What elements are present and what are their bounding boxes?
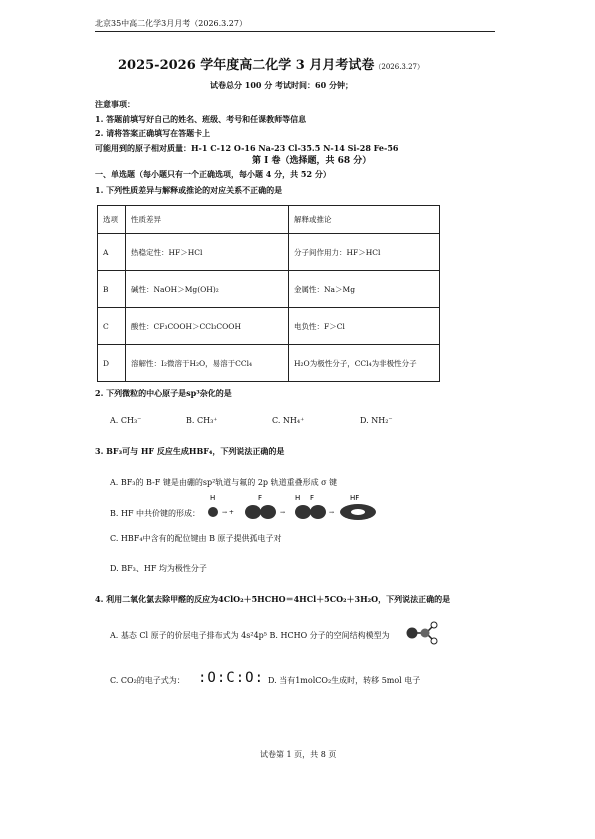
section-title: 第 I 卷（选择题，共 68 分） bbox=[252, 156, 372, 166]
table-cell: 热稳定性：HF＞HCl bbox=[126, 234, 289, 271]
h-orbital bbox=[208, 507, 218, 517]
exam-title bbox=[118, 54, 424, 73]
table-row bbox=[98, 345, 440, 382]
page-footer: 试卷第 1 页，共 8 页 bbox=[260, 750, 337, 759]
running-header: 北京35中高二化学3月月考（2026.3.27） bbox=[95, 19, 247, 28]
table-cell: 碱性：NaOH＞Mg(OH)₂ bbox=[126, 271, 289, 308]
f-orbital-lobe bbox=[260, 505, 276, 519]
note-item: 2. 请将答案正确填写在答题卡上 bbox=[95, 128, 211, 138]
diagram-label: H bbox=[210, 494, 216, 502]
table-cell: H₂O为极性分子，CCl₄为非极性分子 bbox=[289, 345, 440, 382]
question-3-stem: 3. BF₃可与 HF 反应生成HBF₄，下列说法正确的是 bbox=[95, 446, 285, 456]
overlap-lobe bbox=[295, 505, 311, 519]
table-cell: C bbox=[98, 308, 126, 345]
question-3-option-c: C. HBF₄中含有的配位键由 B 原子提供孤电子对 bbox=[110, 534, 282, 543]
orbital-overlap-diagram bbox=[205, 492, 385, 524]
table-cell: 金属性：Na＞Mg bbox=[289, 271, 440, 308]
arrow-icon: → bbox=[280, 509, 286, 516]
question-4-option-d: D. 当有1molCO₂生成时，转移 5mol 电子 bbox=[268, 676, 421, 685]
question-1-stem: 1. 下列性质差异与解释或推论的对应关系不正确的是 bbox=[95, 185, 283, 195]
question-2-option: D. NH₂⁻ bbox=[360, 416, 393, 425]
question-4-stem: 4. 利用二氧化氯去除甲醛的反应为4ClO₂＋5HCHO＝4HCl＋5CO₂＋3H₂O，下列说法正确的是 bbox=[95, 594, 451, 604]
diagram-label: HF bbox=[350, 494, 360, 502]
table-header-cell: 选项 bbox=[98, 206, 126, 234]
exam-info: 试卷总分 100 分 考试时间：60 分钟； bbox=[210, 80, 353, 90]
table-cell: B bbox=[98, 271, 126, 308]
table-cell: A bbox=[98, 234, 126, 271]
table-cell: D bbox=[98, 345, 126, 382]
header-rule bbox=[95, 31, 495, 32]
table-row bbox=[98, 234, 440, 271]
table-row bbox=[98, 308, 440, 345]
carbon-atom bbox=[421, 629, 430, 638]
oxygen-atom bbox=[407, 628, 418, 639]
note-item: 1. 答题前填写好自己的姓名、班级、考号和任课教师等信息 bbox=[95, 113, 307, 124]
overlap-lobe bbox=[310, 505, 326, 519]
question-3-option-a: A. BF₃的 B-F 键是由硼的sp²轨道与氟的 2p 轨道重叠形成 σ 键 bbox=[110, 478, 338, 487]
exam-title-text: 2025-2026 学年度高二化学 3 月月考试卷 bbox=[118, 58, 375, 73]
notes-heading: 注意事项： bbox=[95, 99, 135, 109]
table-header-row bbox=[98, 206, 440, 234]
table-header-cell: 解释或推论 bbox=[289, 206, 440, 234]
co2-electron-formula: :O:C:O: bbox=[198, 670, 265, 686]
table-header-cell: 性质差异 bbox=[126, 206, 289, 234]
f-orbital-lobe bbox=[245, 505, 261, 519]
table-cell: 酸性：CF₃COOH＞CCl₃COOH bbox=[126, 308, 289, 345]
hcho-model-icon bbox=[404, 620, 440, 646]
question-3-option-d: D. BF₃、HF 均为极性分子 bbox=[110, 564, 207, 573]
hydrogen-atom bbox=[431, 622, 437, 628]
exam-title-date: （2026.3.27） bbox=[374, 63, 425, 71]
arrow-icon: → + bbox=[222, 509, 234, 516]
diagram-label: F bbox=[258, 494, 263, 502]
question-2-option: C. NH₄⁺ bbox=[272, 416, 305, 425]
diagram-label: H bbox=[295, 494, 301, 502]
question-3-option-b: B. HF 中共价键的形成： bbox=[110, 509, 201, 518]
question-2-stem: 2. 下列微粒的中心原子是sp³杂化的是 bbox=[95, 388, 232, 398]
table-cell: 分子间作用力：HF＞HCl bbox=[289, 234, 440, 271]
part-heading: 一、单选题（每小题只有一个正确选项，每小题 4 分，共 52 分） bbox=[95, 169, 331, 179]
hydrogen-atom bbox=[431, 638, 437, 644]
question-1-table bbox=[97, 205, 440, 382]
question-4-options-ab: A. 基态 Cl 原子的价层电子排布式为 4s²4p⁵ B. HCHO 分子的空间结构模型为 bbox=[110, 631, 390, 640]
notes-block bbox=[95, 97, 398, 155]
question-2-option: A. CH₃⁻ bbox=[110, 416, 142, 425]
question-2-option: B. CH₃⁺ bbox=[186, 416, 218, 425]
table-row bbox=[98, 271, 440, 308]
atomic-mass-line: 可能用到的原子相对质量：H-1 C-12 O-16 Na-23 Cl-35.5 N-14 Si-28 Fe-56 bbox=[95, 142, 399, 153]
arrow-icon: → bbox=[329, 509, 335, 516]
hf-bond-core bbox=[351, 509, 365, 515]
question-4-option-c: C. CO₂的电子式为： bbox=[110, 676, 185, 685]
table-cell: 溶解性：I₂微溶于H₂O，易溶于CCl₄ bbox=[126, 345, 289, 382]
diagram-label: F bbox=[310, 494, 315, 502]
table-cell: 电负性：F＞Cl bbox=[289, 308, 440, 345]
